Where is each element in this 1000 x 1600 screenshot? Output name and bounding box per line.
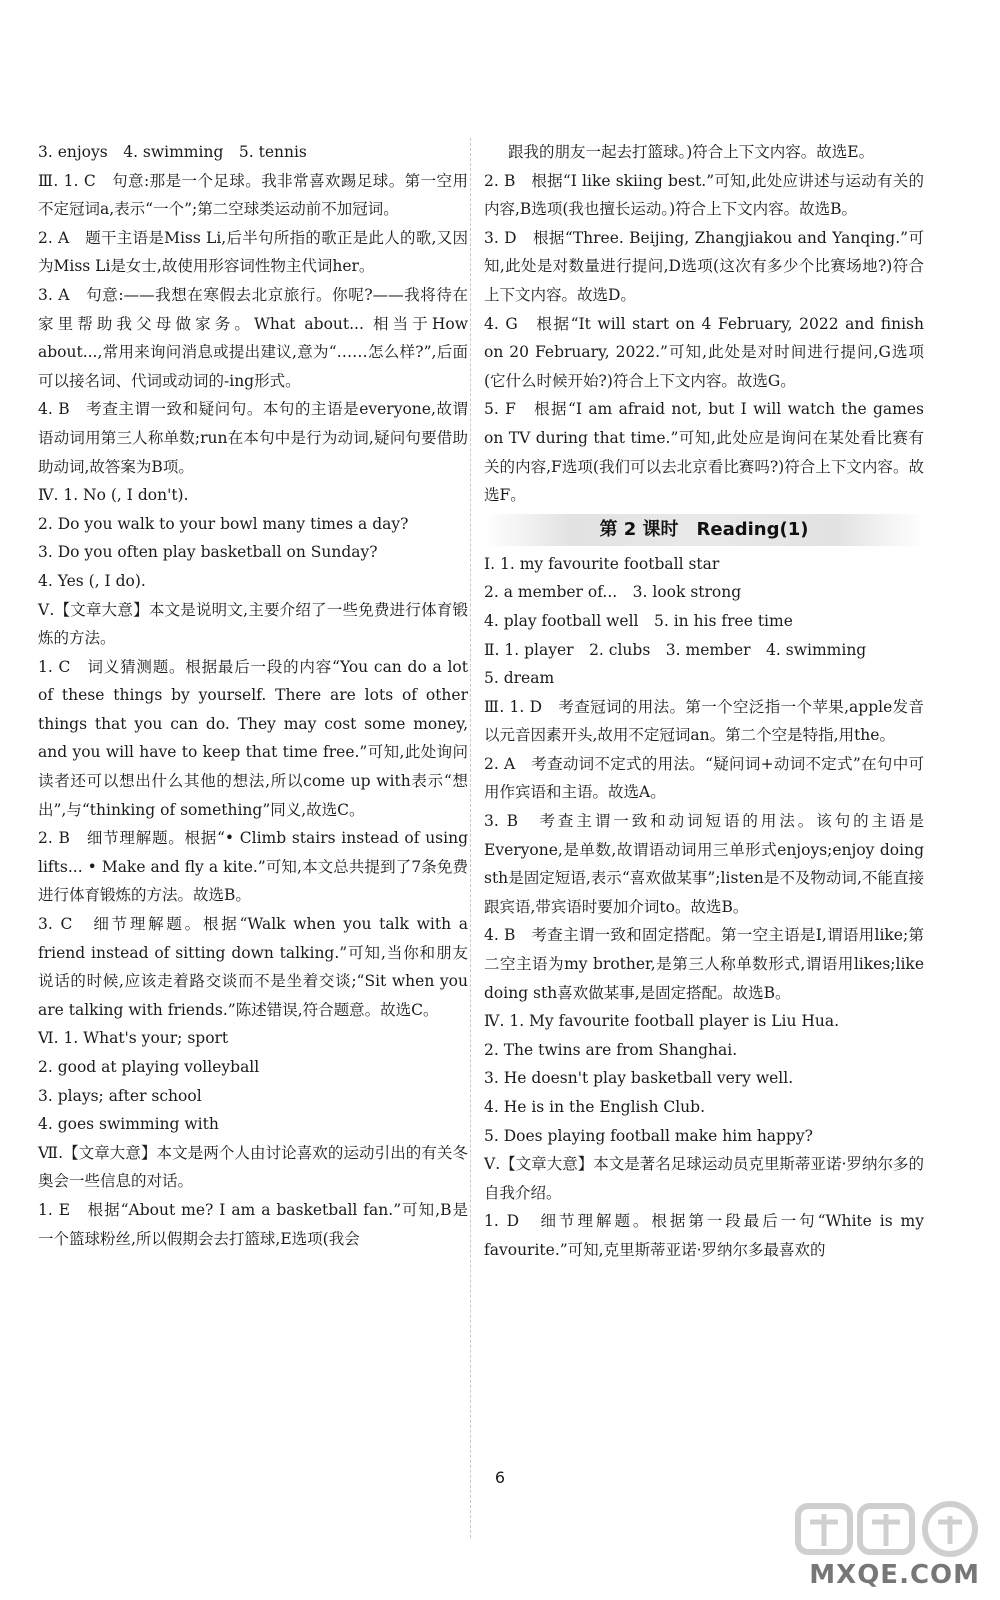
answer-line: 4. Yes (, I do).	[38, 571, 146, 590]
answer-line: 2. good at playing volleyball	[38, 1058, 260, 1076]
page-number: 6	[494, 1468, 506, 1487]
answer-item: 4. G 根据“It will start on 4 February, 2022 and finish on 20 February, 2022.”可知,此处是对时间进行提问,G选项(它什么时候开始?)符合上下文内容。故选G。	[484, 314, 924, 390]
answer-item: 2. B 细节理解题。根据“• Climb stairs instead of using lifts... • Make and fly a kite.”可知,本文总共提到了7条免费进行体育锻炼的方法。故选B。	[38, 829, 468, 905]
answer-line: 5. dream	[484, 669, 555, 688]
answer-line: Ⅳ. 1. My favourite football player is Liu Hua.	[484, 1012, 840, 1031]
answer-line: Ⅵ. 1. What's your; sport	[38, 1029, 229, 1048]
article-summary: Ⅴ.【文章大意】本文是说明文,主要介绍了一些免费进行体育锻炼的方法。	[38, 600, 468, 648]
answer-line: 4. He is in the English Club.	[484, 1098, 705, 1116]
answer-line: Ⅳ. 1. No (, I don't).	[38, 486, 189, 505]
answer-item: 5. F 根据“I am afraid not, but I will watch the games on TV during that time.”可知,此处应是询问在某处看比赛有关的内容,F选项(我们可以去北京看比赛吗?)符合上下文内容。故选F。	[484, 400, 924, 505]
answer-item: 1. E 根据“About me? I am a basketball fan.”可知,B是一个篮球粉丝,所以假期会去打篮球,E选项(我会	[38, 1200, 468, 1248]
column-divider	[470, 138, 471, 1538]
answer-item: 2. A 题干主语是Miss Li,后半句所指的歌正是此人的歌,又因为Miss Li是女士,故使用形容词性物主代词her。	[38, 228, 468, 276]
article-summary: Ⅴ.【文章大意】本文是著名足球运动员克里斯蒂亚诺·罗纳尔多的自我介绍。	[484, 1155, 924, 1202]
answer-item: Ⅲ. 1. D 考查冠词的用法。第一个空泛指一个苹果,apple发音以元音因素开头,故用不定冠词an。第二个空是特指,用the。	[484, 697, 924, 745]
watermark-text: MXQE.COM	[809, 1560, 980, 1590]
answer-line: 3. He doesn't play basketball very well.	[484, 1069, 794, 1088]
answer-line: 3. Do you often play basketball on Sunday?	[38, 543, 378, 562]
article-summary: Ⅶ.【文章大意】本文是两个人由讨论喜欢的运动引出的有关冬奥会一些信息的对话。	[38, 1143, 468, 1191]
answer-line: 3. enjoys 4. swimming 5. tennis	[38, 143, 307, 161]
lesson-header: 第 2 课时 Reading(1)	[484, 514, 924, 546]
left-column	[38, 138, 468, 1253]
answer-item: 3. C 细节理解题。根据“Walk when you talk with a friend instead of sitting down talking.”可知,当你和朋友说话的时候,应该走着路交谈而不是坐着交谈;“Sit when you are talking with friends.”陈述错误,符合题意。故选C。	[38, 915, 468, 1019]
answer-item: 3. B 考查主谓一致和动词短语的用法。该句的主语是Everyone,是单数,故谓语动词用三单形式enjoys;enjoy doing sth是固定短语,表示“喜欢做某事”;listen是不及物动词,不能直接跟宾语,带宾语时要加介词to。故选B。	[484, 812, 924, 916]
answer-item: Ⅲ. 1. C 句意:那是一个足球。我非常喜欢踢足球。第一空用不定冠词a,表示“一个”;第二空球类运动前不加冠词。	[38, 171, 468, 219]
answer-item: 1. D 细节理解题。根据第一段最后一句“White is my favourite.”可知,克里斯蒂亚诺·罗纳尔多最喜欢的	[484, 1212, 924, 1259]
answer-line: 4. goes swimming with	[38, 1115, 219, 1134]
answer-line: Ⅰ. 1. my favourite football star	[484, 554, 720, 573]
right-column	[484, 138, 924, 1265]
answer-item: 4. B 考查主谓一致和疑问句。本句的主语是everyone,故谓语动词用第三人称单数;run在本句中是行为动词,疑问句要借助助动词,故答案为B项。	[38, 400, 468, 476]
answer-item: 2. A 考查动词不定式的用法。“疑问词+动词不定式”在句中可用作宾语和主语。故选A。	[484, 754, 924, 802]
answer-item: 3. A 句意:——我想在寒假去北京旅行。你呢?——我将待在家里帮助我父母做家务。What about... 相当于How about...,常用来询问消息或提出建议,意为“……怎么样?”,后面可以接名词、代词或动词的-ing形式。	[38, 285, 468, 390]
answer-line: 2. a member of... 3. look strong	[484, 583, 742, 602]
answer-line: 2. Do you walk to your bowl many times a day?	[38, 514, 409, 533]
answer-line: 5. Does playing football make him happy?	[484, 1126, 813, 1145]
answer-line: 2. The twins are from Shanghai.	[484, 1040, 738, 1059]
answer-item: 2. B 根据“I like skiing best.”可知,此处应讲述与运动有关的内容,B选项(我也擅长运动。)符合上下文内容。故选B。	[484, 171, 924, 219]
answer-line: 4. play football well 5. in his free time	[484, 611, 793, 630]
answer-item: 3. D 根据“Three. Beijing, Zhangjiakou and Yanqing.”可知,此处是对数量进行提问,D选项(这次有多少个比赛场地?)符合上下文内容。故选D。	[484, 228, 924, 304]
answer-item: 1. C 词义猜测题。根据最后一段的内容“You can do a lot of these things by yourself. There are lots of other things that you can do. They may cost some money, and you will have to keep that time free.”可知,此处询问读者还可以想出什么其他的想法,所以come up with表示“想出”,与“thinking of something”同义,故选C。	[38, 657, 468, 819]
answer-item: 4. B 考查主谓一致和固定搭配。第一空主语是I,谓语用like;第二空主语为my brother,是第三人称单数形式,谓语用likes;like doing sth喜欢做某事,是固定搭配。故选B。	[484, 926, 924, 1002]
answer-line: Ⅱ. 1. player 2. clubs 3. member 4. swimming	[484, 640, 867, 659]
answer-line: 3. plays; after school	[38, 1086, 202, 1105]
answer-continuation: 跟我的朋友一起去打篮球。)符合上下文内容。故选E。	[508, 143, 875, 161]
